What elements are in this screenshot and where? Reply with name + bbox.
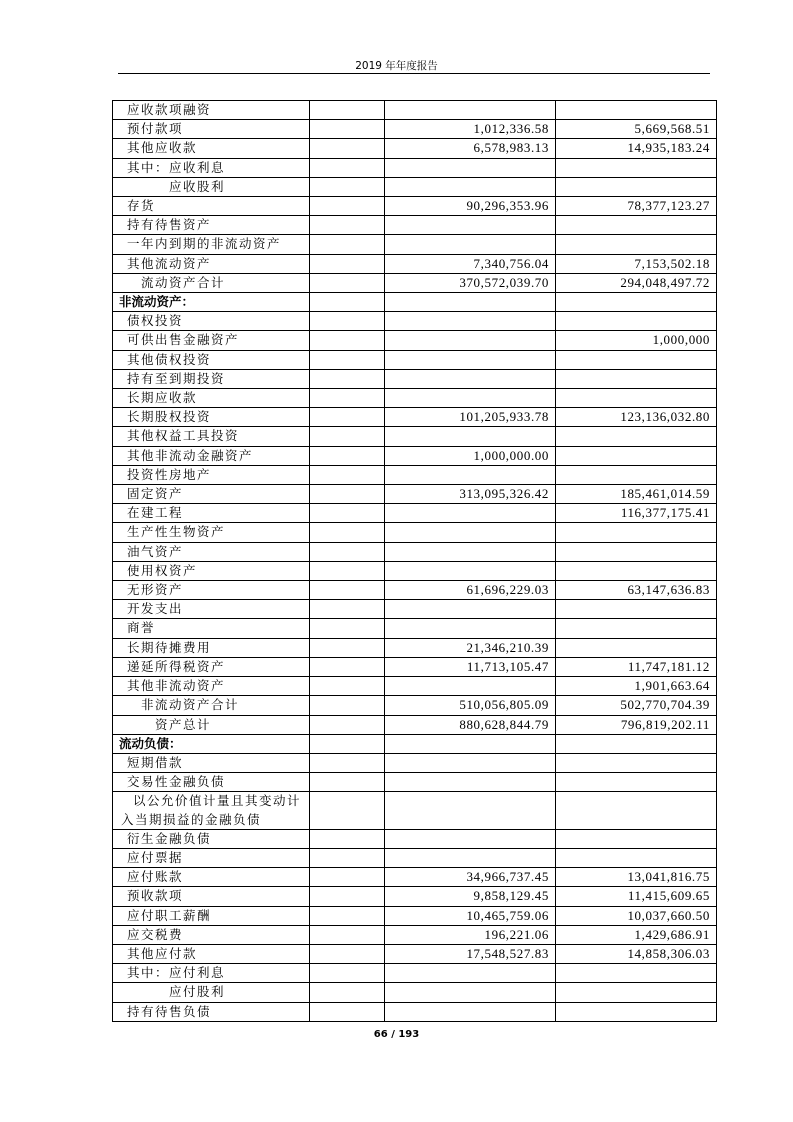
table-row — [113, 983, 717, 1002]
note-cell — [310, 120, 385, 139]
previous-period-value — [556, 1002, 717, 1021]
item-label: 应付票据 — [113, 848, 310, 867]
current-period-value: 7,340,756.04 — [385, 254, 556, 273]
item-label: 其他权益工具投资 — [113, 427, 310, 446]
item-label: 投资性房地产 — [113, 465, 310, 484]
current-period-value: 61,696,229.03 — [385, 581, 556, 600]
item-label: 其他债权投资 — [113, 350, 310, 369]
current-period-value: 370,572,039.70 — [385, 273, 556, 292]
section-header-row — [113, 293, 717, 312]
section-header-row — [113, 734, 717, 753]
item-label: 长期待摊费用 — [113, 638, 310, 657]
table-row — [113, 350, 717, 369]
item-label: 油气资产 — [113, 542, 310, 561]
note-cell — [310, 677, 385, 696]
item-label: 债权投资 — [113, 312, 310, 331]
item-label: 交易性金融负债 — [113, 773, 310, 792]
note-cell — [310, 983, 385, 1002]
table-row — [113, 773, 717, 792]
item-label: 应交税费 — [113, 925, 310, 944]
current-period-value — [385, 216, 556, 235]
report-header-title: 2019 年年度报告 — [355, 60, 438, 72]
note-cell — [310, 868, 385, 887]
previous-period-value: 1,901,663.64 — [556, 677, 717, 696]
item-label: 可供出售金融资产 — [113, 331, 310, 350]
section-title: 非流动资产： — [113, 293, 310, 312]
table-row — [113, 848, 717, 867]
previous-period-value — [556, 312, 717, 331]
table-row — [113, 408, 717, 427]
current-period-value — [385, 101, 556, 120]
previous-period-value: 63,147,636.83 — [556, 581, 717, 600]
note-cell — [310, 293, 385, 312]
note-cell — [310, 829, 385, 848]
table-row — [113, 696, 717, 715]
table-row — [113, 101, 717, 120]
current-period-value: 196,221.06 — [385, 925, 556, 944]
current-period-value — [385, 1002, 556, 1021]
note-cell — [310, 542, 385, 561]
previous-period-value — [556, 753, 717, 772]
item-label: 长期应收款 — [113, 389, 310, 408]
current-period-value — [385, 753, 556, 772]
item-label: 资产总计 — [113, 715, 310, 734]
note-cell — [310, 158, 385, 177]
current-period-value — [385, 600, 556, 619]
previous-period-value — [556, 101, 717, 120]
item-label: 短期借款 — [113, 753, 310, 772]
item-label: 应付账款 — [113, 868, 310, 887]
current-period-value — [385, 734, 556, 753]
note-cell — [310, 235, 385, 254]
table-row — [113, 887, 717, 906]
previous-period-value — [556, 158, 717, 177]
note-cell — [310, 216, 385, 235]
item-label: 应收款项融资 — [113, 101, 310, 120]
note-cell — [310, 465, 385, 484]
table-row — [113, 906, 717, 925]
table-row — [113, 216, 717, 235]
balance-sheet-body — [113, 101, 717, 1022]
item-label: 其他非流动金融资产 — [113, 446, 310, 465]
previous-period-value: 185,461,014.59 — [556, 485, 717, 504]
table-row — [113, 523, 717, 542]
note-cell — [310, 753, 385, 772]
previous-period-value: 10,037,660.50 — [556, 906, 717, 925]
table-row — [113, 868, 717, 887]
note-cell — [310, 715, 385, 734]
previous-period-value — [556, 542, 717, 561]
previous-period-value — [556, 964, 717, 983]
note-cell — [310, 273, 385, 292]
previous-period-value — [556, 600, 717, 619]
previous-period-value — [556, 369, 717, 388]
table-row — [113, 504, 717, 523]
note-cell — [310, 581, 385, 600]
current-period-value — [385, 177, 556, 196]
note-cell — [310, 1002, 385, 1021]
current-period-value — [385, 792, 556, 829]
current-period-value — [385, 542, 556, 561]
table-row — [113, 446, 717, 465]
previous-period-value: 7,153,502.18 — [556, 254, 717, 273]
table-row — [113, 638, 717, 657]
current-period-value — [385, 619, 556, 638]
item-label: 应付职工薪酬 — [113, 906, 310, 925]
previous-period-value: 116,377,175.41 — [556, 504, 717, 523]
previous-period-value: 78,377,123.27 — [556, 197, 717, 216]
note-cell — [310, 561, 385, 580]
item-label: 在建工程 — [113, 504, 310, 523]
current-period-value — [385, 427, 556, 446]
item-label: 开发支出 — [113, 600, 310, 619]
previous-period-value: 1,000,000 — [556, 331, 717, 350]
balance-sheet-table — [112, 100, 717, 1022]
note-cell — [310, 504, 385, 523]
item-label: 商誉 — [113, 619, 310, 638]
item-label: 递延所得税资产 — [113, 657, 310, 676]
previous-period-value — [556, 619, 717, 638]
previous-period-value — [556, 427, 717, 446]
item-label: 其他应收款 — [113, 139, 310, 158]
table-row — [113, 561, 717, 580]
table-row — [113, 600, 717, 619]
table-row — [113, 120, 717, 139]
current-period-value — [385, 523, 556, 542]
table-row — [113, 657, 717, 676]
note-cell — [310, 638, 385, 657]
table-row — [113, 465, 717, 484]
previous-period-value — [556, 792, 717, 829]
previous-period-value — [556, 235, 717, 254]
previous-period-value: 5,669,568.51 — [556, 120, 717, 139]
table-row — [113, 677, 717, 696]
table-row — [113, 792, 717, 829]
note-cell — [310, 139, 385, 158]
previous-period-value — [556, 848, 717, 867]
current-period-value — [385, 293, 556, 312]
item-label: 衍生金融负债 — [113, 829, 310, 848]
table-row — [113, 715, 717, 734]
current-period-value: 510,056,805.09 — [385, 696, 556, 715]
note-cell — [310, 887, 385, 906]
note-cell — [310, 350, 385, 369]
table-row — [113, 753, 717, 772]
previous-period-value — [556, 773, 717, 792]
table-row — [113, 273, 717, 292]
item-label: 非流动资产合计 — [113, 696, 310, 715]
table-row — [113, 389, 717, 408]
item-label: 长期股权投资 — [113, 408, 310, 427]
previous-period-value — [556, 350, 717, 369]
current-period-value — [385, 561, 556, 580]
item-label: 应收股利 — [113, 177, 310, 196]
previous-period-value — [556, 734, 717, 753]
item-label: 其中：应收利息 — [113, 158, 310, 177]
current-period-value: 101,205,933.78 — [385, 408, 556, 427]
current-period-value: 9,858,129.45 — [385, 887, 556, 906]
current-period-value — [385, 848, 556, 867]
table-row — [113, 312, 717, 331]
current-period-value — [385, 983, 556, 1002]
page-number: 66 / 193 — [373, 1029, 420, 1040]
table-row — [113, 254, 717, 273]
note-cell — [310, 906, 385, 925]
table-row — [113, 139, 717, 158]
current-period-value — [385, 369, 556, 388]
previous-period-value — [556, 523, 717, 542]
current-period-value: 313,095,326.42 — [385, 485, 556, 504]
previous-period-value: 502,770,704.39 — [556, 696, 717, 715]
note-cell — [310, 408, 385, 427]
table-row — [113, 485, 717, 504]
item-label: 固定资产 — [113, 485, 310, 504]
item-label: 其他流动资产 — [113, 254, 310, 273]
note-cell — [310, 427, 385, 446]
note-cell — [310, 848, 385, 867]
header-divider — [118, 73, 710, 74]
current-period-value: 90,296,353.96 — [385, 197, 556, 216]
note-cell — [310, 523, 385, 542]
item-label: 无形资产 — [113, 581, 310, 600]
previous-period-value: 13,041,816.75 — [556, 868, 717, 887]
item-label: 持有待售资产 — [113, 216, 310, 235]
table-row — [113, 619, 717, 638]
table-row — [113, 197, 717, 216]
current-period-value — [385, 504, 556, 523]
previous-period-value: 11,747,181.12 — [556, 657, 717, 676]
previous-period-value: 1,429,686.91 — [556, 925, 717, 944]
previous-period-value — [556, 465, 717, 484]
item-label: 其他应付款 — [113, 944, 310, 963]
current-period-value — [385, 465, 556, 484]
current-period-value — [385, 389, 556, 408]
table-row — [113, 1002, 717, 1021]
current-period-value — [385, 964, 556, 983]
previous-period-value — [556, 216, 717, 235]
item-label: 其他非流动资产 — [113, 677, 310, 696]
current-period-value — [385, 829, 556, 848]
item-label: 使用权资产 — [113, 561, 310, 580]
note-cell — [310, 446, 385, 465]
table-row — [113, 158, 717, 177]
note-cell — [310, 696, 385, 715]
item-label: 存货 — [113, 197, 310, 216]
note-cell — [310, 331, 385, 350]
current-period-value — [385, 773, 556, 792]
note-cell — [310, 369, 385, 388]
previous-period-value — [556, 829, 717, 848]
current-period-value: 34,966,737.45 — [385, 868, 556, 887]
note-cell — [310, 177, 385, 196]
current-period-value: 1,012,336.58 — [385, 120, 556, 139]
table-row — [113, 944, 717, 963]
item-label: 一年内到期的非流动资产 — [113, 235, 310, 254]
current-period-value: 10,465,759.06 — [385, 906, 556, 925]
table-row — [113, 829, 717, 848]
previous-period-value — [556, 293, 717, 312]
previous-period-value — [556, 638, 717, 657]
note-cell — [310, 254, 385, 273]
table-row — [113, 427, 717, 446]
item-label: 以公允价值计量且其变动计入当期损益的金融负债 — [113, 792, 310, 829]
note-cell — [310, 389, 385, 408]
item-label: 其中：应付利息 — [113, 964, 310, 983]
item-label: 预付款项 — [113, 120, 310, 139]
note-cell — [310, 197, 385, 216]
item-label: 生产性生物资产 — [113, 523, 310, 542]
current-period-value — [385, 350, 556, 369]
table-row — [113, 964, 717, 983]
previous-period-value: 14,935,183.24 — [556, 139, 717, 158]
current-period-value: 6,578,983.13 — [385, 139, 556, 158]
previous-period-value — [556, 446, 717, 465]
current-period-value: 880,628,844.79 — [385, 715, 556, 734]
previous-period-value: 796,819,202.11 — [556, 715, 717, 734]
note-cell — [310, 101, 385, 120]
note-cell — [310, 792, 385, 829]
previous-period-value — [556, 177, 717, 196]
table-row — [113, 542, 717, 561]
item-label: 应付股利 — [113, 983, 310, 1002]
current-period-value: 17,548,527.83 — [385, 944, 556, 963]
table-row — [113, 331, 717, 350]
note-cell — [310, 773, 385, 792]
previous-period-value: 14,858,306.03 — [556, 944, 717, 963]
note-cell — [310, 944, 385, 963]
previous-period-value — [556, 983, 717, 1002]
table-row — [113, 369, 717, 388]
table-row — [113, 925, 717, 944]
previous-period-value — [556, 389, 717, 408]
item-label: 预收款项 — [113, 887, 310, 906]
item-label: 持有至到期投资 — [113, 369, 310, 388]
previous-period-value: 11,415,609.65 — [556, 887, 717, 906]
note-cell — [310, 925, 385, 944]
current-period-value: 1,000,000.00 — [385, 446, 556, 465]
section-title: 流动负债： — [113, 734, 310, 753]
note-cell — [310, 312, 385, 331]
current-period-value — [385, 158, 556, 177]
table-row — [113, 581, 717, 600]
note-cell — [310, 600, 385, 619]
note-cell — [310, 485, 385, 504]
item-label: 持有待售负债 — [113, 1002, 310, 1021]
note-cell — [310, 734, 385, 753]
note-cell — [310, 619, 385, 638]
current-period-value: 21,346,210.39 — [385, 638, 556, 657]
table-row — [113, 177, 717, 196]
current-period-value: 11,713,105.47 — [385, 657, 556, 676]
item-label: 流动资产合计 — [113, 273, 310, 292]
table-row — [113, 235, 717, 254]
previous-period-value — [556, 561, 717, 580]
current-period-value — [385, 312, 556, 331]
previous-period-value: 123,136,032.80 — [556, 408, 717, 427]
note-cell — [310, 657, 385, 676]
previous-period-value: 294,048,497.72 — [556, 273, 717, 292]
note-cell — [310, 964, 385, 983]
current-period-value — [385, 677, 556, 696]
current-period-value — [385, 235, 556, 254]
current-period-value — [385, 331, 556, 350]
